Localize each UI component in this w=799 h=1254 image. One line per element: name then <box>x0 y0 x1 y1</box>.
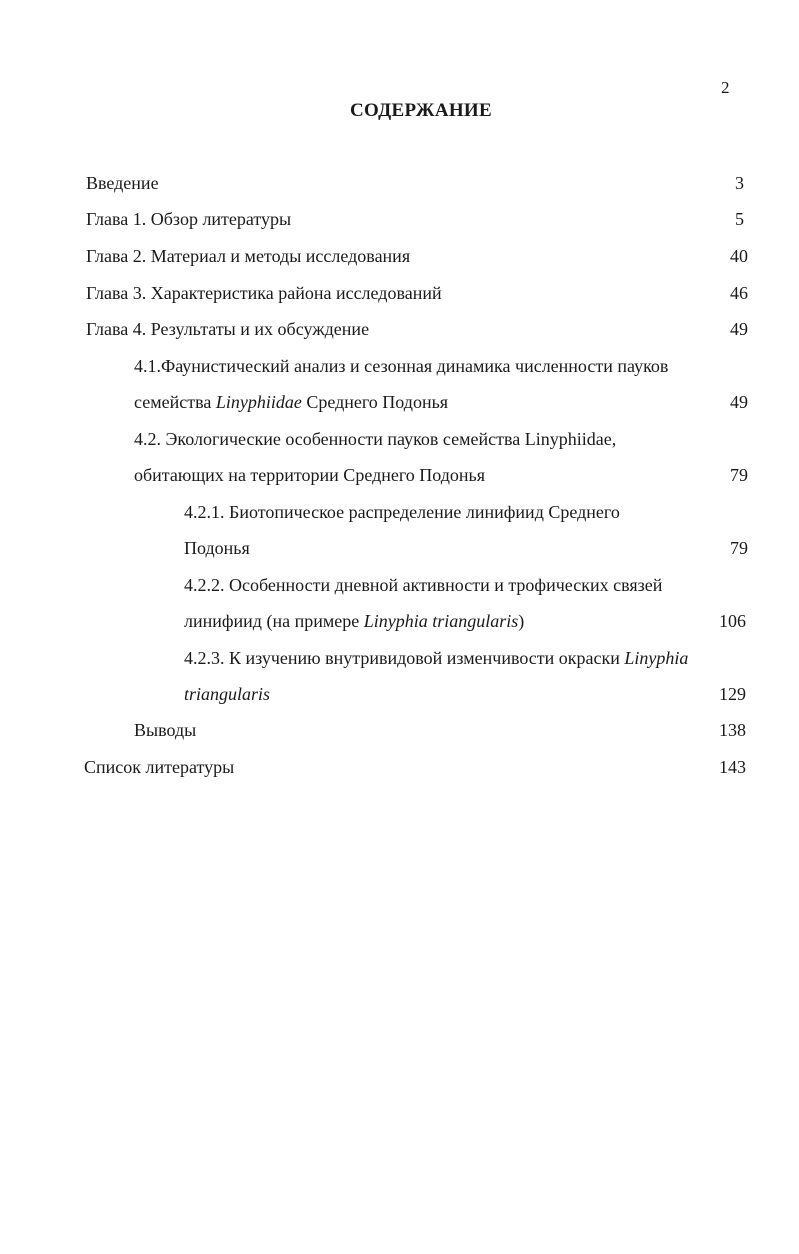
page-number: 2 <box>721 78 730 97</box>
toc-page-chapter-2: 40 <box>730 246 748 266</box>
toc-entry-4-1-line1: 4.1.Фаунистический анализ и сезонная динамика численности пауков <box>134 356 669 376</box>
toc-entry-4-2-line2: обитающих на территории Среднего Подонья <box>134 465 486 485</box>
toc-entry-chapter-3: Глава 3. Характеристика района исследований <box>86 283 442 303</box>
toc-page-references: 143 <box>719 757 746 777</box>
toc-entry-chapter-4: Глава 4. Результаты и их обсуждение <box>86 319 370 339</box>
toc-italic-taxon: Linyphia triangularis <box>363 611 519 631</box>
toc-entry-4-2-line1: 4.2. Экологические особенности пауков семейства Linyphiidae, <box>134 429 617 449</box>
toc-entry-4-2-2-line2 <box>184 610 524 632</box>
toc-text: ) <box>518 611 525 631</box>
toc-entry-chapter-2: Глава 2. Материал и методы исследования <box>86 246 411 266</box>
toc-italic-taxon: triangularis <box>184 684 271 704</box>
toc-entry-conclusions: Выводы <box>134 720 197 740</box>
toc-italic-taxon: Linyphia <box>624 648 689 668</box>
toc-page-chapter-1: 5 <box>735 209 744 229</box>
toc-text: Среднего Подонья <box>301 392 449 412</box>
toc-entry-references: Список литературы <box>84 757 235 777</box>
toc-page-4-1: 49 <box>730 392 748 412</box>
toc-page-chapter-4: 49 <box>730 319 748 339</box>
toc-page-4-2-2: 106 <box>719 611 746 631</box>
toc-entry-4-1-line2 <box>134 391 448 413</box>
toc-page-4-2-1: 79 <box>730 538 748 558</box>
toc-page-4-2: 79 <box>730 465 748 485</box>
toc-page-chapter-3: 46 <box>730 283 748 303</box>
toc-entry-introduction: Введение <box>86 173 159 193</box>
toc-page-introduction: 3 <box>735 173 744 193</box>
toc-italic-taxon: Linyphiidae <box>215 392 302 412</box>
toc-entry-4-2-2-line1: 4.2.2. Особенности дневной активности и трофических связей <box>184 575 663 595</box>
toc-text: семейства <box>134 392 216 412</box>
toc-entry-4-2-3-line1 <box>184 647 688 669</box>
page-title: СОДЕРЖАНИЕ <box>350 100 492 121</box>
toc-text: 4.2.3. К изучению внутривидовой изменчивости окраски <box>184 648 625 668</box>
toc-text: линифиид (на примере <box>184 611 364 631</box>
toc-page-4-2-3: 129 <box>719 684 746 704</box>
toc-entry-4-2-1-line1: 4.2.1. Биотопическое распределение линифиид Среднего <box>184 502 620 522</box>
toc-entry-chapter-1: Глава 1. Обзор литературы <box>86 209 292 229</box>
toc-entry-4-2-1-line2: Подонья <box>184 538 250 558</box>
toc-entry-4-2-3-line2 <box>184 683 270 705</box>
toc-page-conclusions: 138 <box>719 720 746 740</box>
